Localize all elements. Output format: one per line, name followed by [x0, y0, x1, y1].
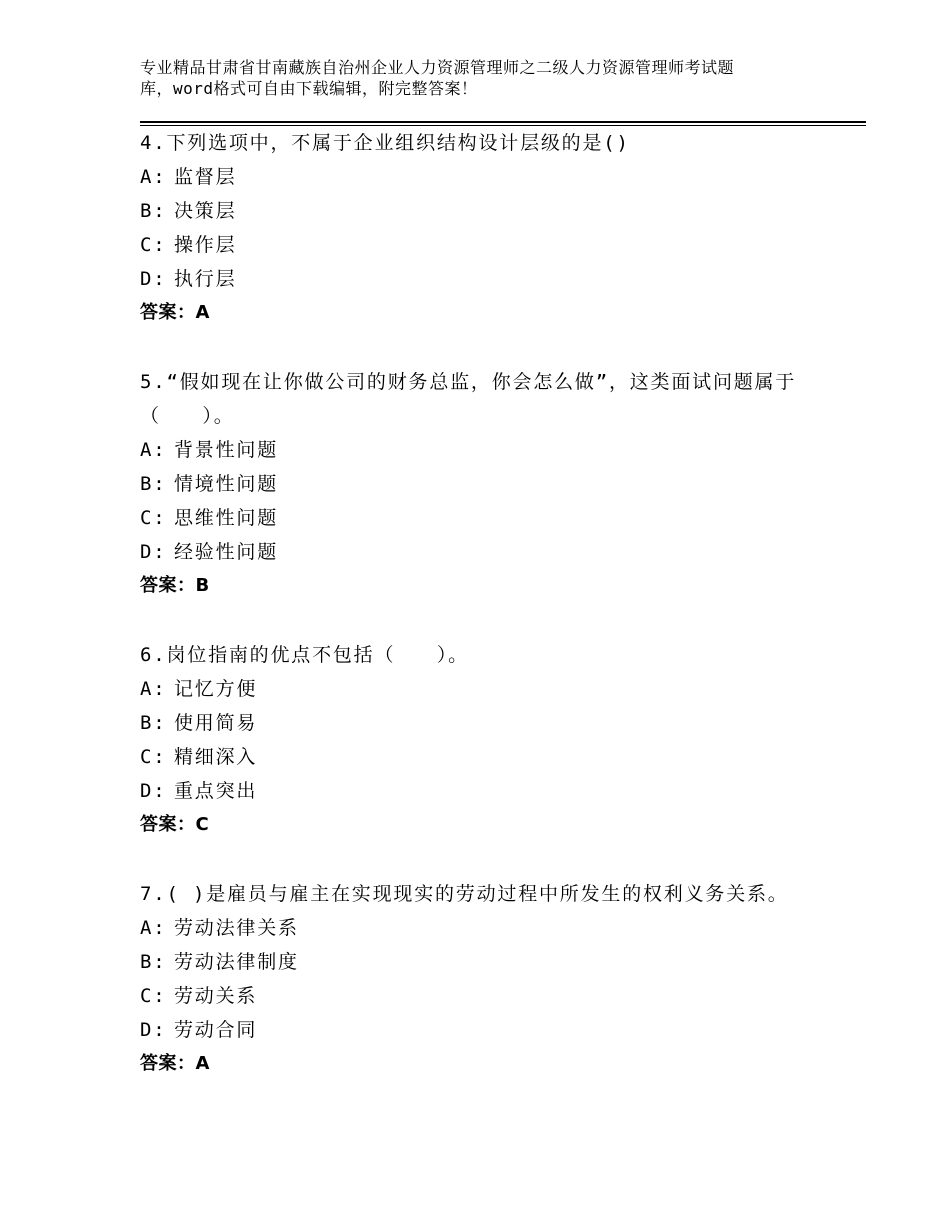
- option-key: D:: [140, 541, 167, 563]
- option-key: B:: [140, 200, 167, 222]
- option-c: [140, 740, 840, 774]
- option-key: B:: [140, 712, 167, 734]
- option-text: 记忆方便: [174, 678, 258, 700]
- option-key: D:: [140, 268, 167, 290]
- option-key: D:: [140, 1019, 167, 1041]
- option-d: [140, 535, 840, 569]
- option-key: A:: [140, 439, 167, 461]
- option-key: A:: [140, 166, 167, 188]
- option-text: 劳动法律关系: [174, 917, 299, 939]
- option-b: [140, 706, 840, 740]
- answer-label: 答案：C: [140, 814, 210, 835]
- option-a: [140, 911, 840, 945]
- option-c: [140, 228, 840, 262]
- option-b: [140, 945, 840, 979]
- option-text: 使用简易: [174, 712, 258, 734]
- answer-label: 答案：A: [140, 302, 210, 323]
- option-text: 劳动合同: [174, 1019, 258, 1041]
- header-title-line-2: 库，word格式可自由下载编辑，附完整答案！: [140, 79, 478, 98]
- header-title-line-1: 专业精品甘肃省甘南藏族自治州企业人力资源管理师之二级人力资源管理师考试题: [140, 58, 735, 77]
- option-key: C:: [140, 746, 167, 768]
- answer-label: 答案：A: [140, 1053, 210, 1074]
- option-text: 劳动法律制度: [174, 951, 299, 973]
- question-4: [140, 126, 840, 330]
- option-key: C:: [140, 234, 167, 256]
- option-text: 情境性问题: [174, 473, 279, 495]
- option-text: 重点突出: [174, 780, 258, 802]
- option-c: [140, 979, 840, 1013]
- document-header: [140, 57, 840, 99]
- question-stem: 7.( )是雇员与雇主在实现现实的劳动过程中所发生的权利义务关系。: [140, 883, 789, 905]
- answer-label: 答案：B: [140, 575, 210, 596]
- option-text: 思维性问题: [174, 507, 279, 529]
- option-key: A:: [140, 917, 167, 939]
- option-key: D:: [140, 780, 167, 802]
- option-a: [140, 672, 840, 706]
- option-a: [140, 160, 840, 194]
- question-stem: 5.“假如现在让你做公司的财务总监，你会怎么做”，这类面试问题属于（ ）。: [140, 371, 797, 427]
- header-divider-thick: [140, 121, 866, 123]
- option-text: 操作层: [174, 234, 237, 256]
- option-text: 执行层: [174, 268, 237, 290]
- option-text: 劳动关系: [174, 985, 258, 1007]
- question-stem: 4.下列选项中，不属于企业组织结构设计层级的是(): [140, 132, 630, 154]
- option-text: 监督层: [174, 166, 237, 188]
- option-d: [140, 262, 840, 296]
- option-key: C:: [140, 985, 167, 1007]
- option-text: 经验性问题: [174, 541, 279, 563]
- question-list: [140, 126, 840, 1116]
- option-text: 精细深入: [174, 746, 258, 768]
- option-d: [140, 774, 840, 808]
- option-d: [140, 1013, 840, 1047]
- option-key: C:: [140, 507, 167, 529]
- option-key: B:: [140, 473, 167, 495]
- question-7: [140, 877, 840, 1081]
- question-5: [140, 365, 840, 603]
- option-b: [140, 467, 840, 501]
- option-a: [140, 433, 840, 467]
- option-text: 决策层: [174, 200, 237, 222]
- option-text: 背景性问题: [174, 439, 279, 461]
- option-key: A:: [140, 678, 167, 700]
- question-stem: 6.岗位指南的优点不包括（ ）。: [140, 644, 469, 666]
- option-c: [140, 501, 840, 535]
- option-key: B:: [140, 951, 167, 973]
- question-6: [140, 638, 840, 842]
- option-b: [140, 194, 840, 228]
